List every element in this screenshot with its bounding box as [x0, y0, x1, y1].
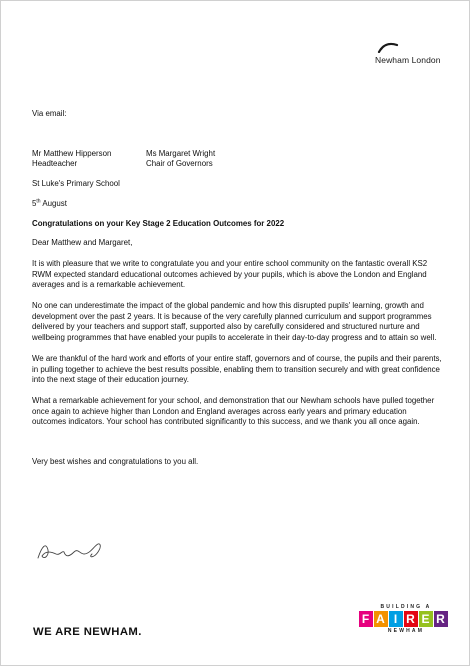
via-email-label: Via email: — [32, 109, 67, 118]
paragraph-4: What a remarkable achievement for your school, and demonstration that our Newham schools have pulled together once again to achieve higher than London and England averages across early years and primary education outcomes indicators. Your school has contributed significantly to this success, and we thank you all once again. — [32, 395, 435, 427]
closing: Very best wishes and congratulations to you all. — [32, 457, 199, 467]
paragraph-3: We are thankful of the hard work and efforts of your entire staff, governors and of course, the pupils and their parents, in pulling together to achieve the best results possible, enabling them to transition securely and with great confidence into the next stage of their education journey. — [32, 353, 442, 385]
school-name: St Luke's Primary School — [32, 179, 120, 189]
addressee-role: Headteacher — [32, 159, 78, 169]
building-a-fairer-newham-logo — [355, 604, 451, 644]
paragraph-2: No one can underestimate the impact of the global pandemic and how this disrupted pupils' learning, growth and development over the past 2 years. It is because of the very carefully planned curriculum and support programmes delivered by your teachers and support staff, supported also by carefully considered and structured nurture and wellbeing programmes that have enabled your pupils to accelerate in their day-to-day progress and to attain so well. — [32, 301, 437, 343]
letter-body — [32, 109, 442, 468]
paragraph-1: It is with pleasure that we write to congratulate you and your entire school community on the fantastic overall KS2 RWM expected standard educational outcomes achieved by your pupils, which is above the London and England averages and is a remarkable achievement. — [32, 258, 428, 290]
logo-text: Newham London — [375, 55, 441, 65]
newham-arc-icon — [377, 41, 399, 53]
fairer-top-text: BUILDING A — [380, 604, 432, 610]
fairer-letter: E — [419, 611, 433, 627]
fairer-letter: I — [389, 611, 403, 627]
addressee-headteacher — [32, 149, 146, 170]
addressee-name: Mr Matthew Hipperson — [32, 148, 112, 158]
fairer-letter: R — [404, 611, 418, 627]
fairer-letter: A — [374, 611, 388, 627]
we-are-newham-slogan: WE ARE NEWHAM. — [33, 626, 142, 638]
addressee-role: Chair of Governors — [146, 159, 213, 169]
handwritten-signature — [34, 536, 110, 566]
newham-london-logo — [375, 41, 455, 67]
fairer-letter: R — [434, 611, 448, 627]
fairer-letters — [355, 611, 451, 627]
fairer-bottom-text: NEWHAM — [387, 628, 425, 634]
addressee-name: Ms Margaret Wright — [146, 148, 216, 158]
letter-date: 5th August — [32, 198, 67, 208]
letter-subject: Congratulations on your Key Stage 2 Education Outcomes for 2022 — [32, 218, 285, 228]
addressees — [32, 149, 442, 170]
addressee-chair — [146, 149, 346, 170]
salutation: Dear Matthew and Margaret, — [32, 238, 133, 248]
fairer-letter: F — [359, 611, 373, 627]
